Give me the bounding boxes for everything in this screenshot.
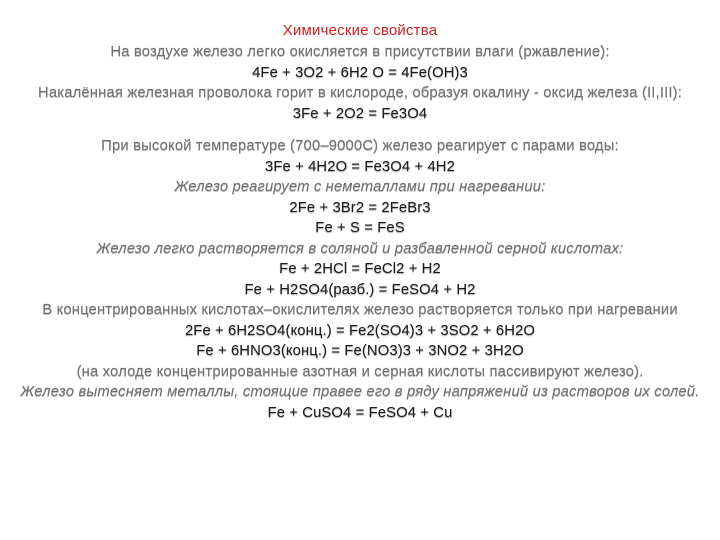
text-passivation: (на холоде концентрированные азотная и серная кислоты пассивируют железо). [76, 363, 644, 380]
text-oxidizing-acids: В концентрированных кислотах–окислителях железо растворяется только при нагревании [42, 302, 678, 318]
equation-rusting: 4Fe + 3O2 + 6H2 O = 4Fe(OH)3 [252, 64, 468, 81]
equation-bromine: 2Fe + 3Br2 = 2FeBr3 [289, 199, 431, 216]
text-air-oxidation: На воздухе железо легко окисляется в присутствии влаги (ржавление): [110, 44, 610, 60]
equation-conc-hno3: Fe + 6HNO3(конц.) = Fe(NO3)3 + 3NO2 + 3H2O [196, 343, 524, 359]
equation-hcl: Fe + 2HCl = FeCl2 + H2 [279, 261, 441, 277]
text-burning-wire: Накалённая железная проволока горит в кислороде, образуя окалину - оксид железа (II,III): [37, 85, 682, 101]
slide-content [0, 42, 720, 423]
text-displacement: Железо вытесняет металлы, стоящие правее его в ряду напряжений из растворов их солей. [20, 384, 700, 400]
text-acids: Железо легко растворяется в соляной и разбавленной серной кислотах: [96, 240, 624, 257]
equation-steam: 3Fe + 4H2O = Fe3O4 + 4H2 [265, 158, 455, 175]
text-steam-reaction: При высокой температуре (700–9000С) железо реагирует с парами воды: [101, 138, 619, 154]
equation-copper: Fe + CuSO4 = FeSO4 + Cu [267, 404, 453, 421]
equation-sulfur: Fe + S = FeS [315, 220, 405, 236]
equation-conc-h2so4: 2Fe + 6H2SO4(конц.) = Fe2(SO4)3 + 3SO2 + 6H2O [184, 322, 536, 339]
equation-dilute-h2so4: Fe + H2SO4(разб.) = FeSO4 + H2 [244, 281, 476, 298]
equation-burning: 3Fe + 2O2 = Fe3O4 [292, 105, 428, 122]
slide-title: Химические свойства [282, 22, 438, 39]
text-nonmetals: Железо реагирует с неметаллами при нагревании: [174, 179, 546, 195]
